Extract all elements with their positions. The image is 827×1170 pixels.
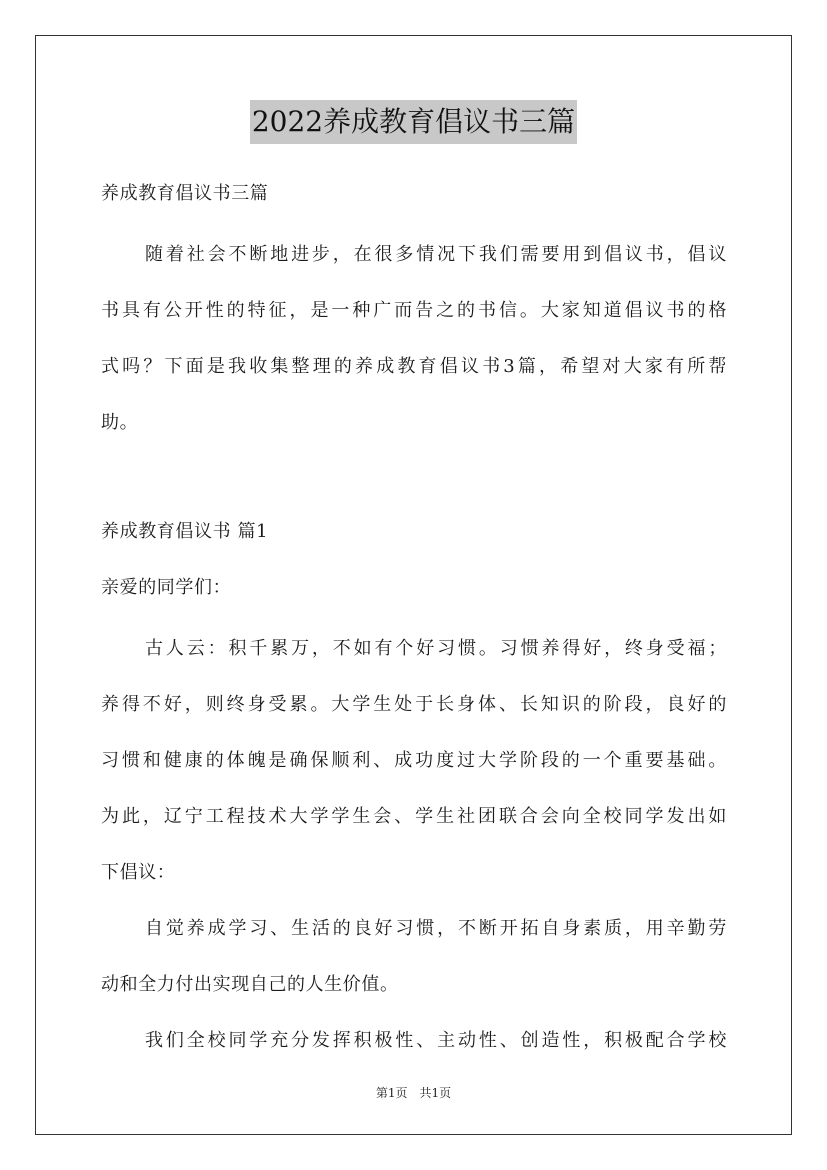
subtitle: 养成教育倡议书三篇 — [101, 183, 269, 204]
paragraph-line: 习惯和健康的体魄是确保顺利、成功度过大学阶段的一个重要基础。 — [101, 750, 727, 771]
page-footer — [0, 1085, 827, 1101]
title-container — [0, 100, 827, 144]
spacer — [101, 451, 727, 511]
intro-line: 式吗？下面是我收集整理的养成教育倡议书3篇，希望对大家有所帮 — [101, 356, 727, 377]
paragraph-line: 古人云：积千累万，不如有个好习惯。习惯养得好，终身受福； — [145, 638, 727, 659]
paragraph-2 — [101, 901, 727, 1013]
intro-paragraph — [101, 227, 727, 451]
paragraph-line: 养得不好，则终身受累。大学生处于长身体、长知识的阶段，良好的 — [101, 694, 727, 715]
intro-line: 随着社会不断地进步，在很多情况下我们需要用到倡议书，倡议 — [145, 244, 727, 265]
intro-line: 书具有公开性的特征，是一种广而告之的书信。大家知道倡议书的格 — [101, 300, 727, 321]
paragraph-line: 动和全力付出实现自己的人生价值。 — [101, 974, 399, 995]
document-title: 2022养成教育倡议书三篇 — [250, 100, 577, 144]
page-number: 第1页 共1页 — [375, 1086, 452, 1100]
paragraph-line: 下倡议： — [101, 862, 176, 883]
paragraph-line: 我们全校同学充分发挥积极性、主动性、创造性，积极配合学校 — [145, 1030, 727, 1051]
paragraph-1 — [101, 621, 727, 901]
salutation: 亲爱的同学们： — [101, 577, 232, 598]
paragraph-line: 自觉养成学习、生活的良好习惯，不断开拓自身素质，用辛勤劳 — [145, 918, 727, 939]
spacer — [101, 215, 727, 227]
section-heading: 养成教育倡议书 篇1 — [101, 521, 269, 542]
paragraph-line: 为此，辽宁工程技术大学学生会、学生社团联合会向全校同学发出如 — [101, 806, 727, 827]
intro-line: 助。 — [101, 412, 139, 433]
document-body — [101, 173, 727, 1069]
paragraph-3 — [101, 1013, 727, 1069]
